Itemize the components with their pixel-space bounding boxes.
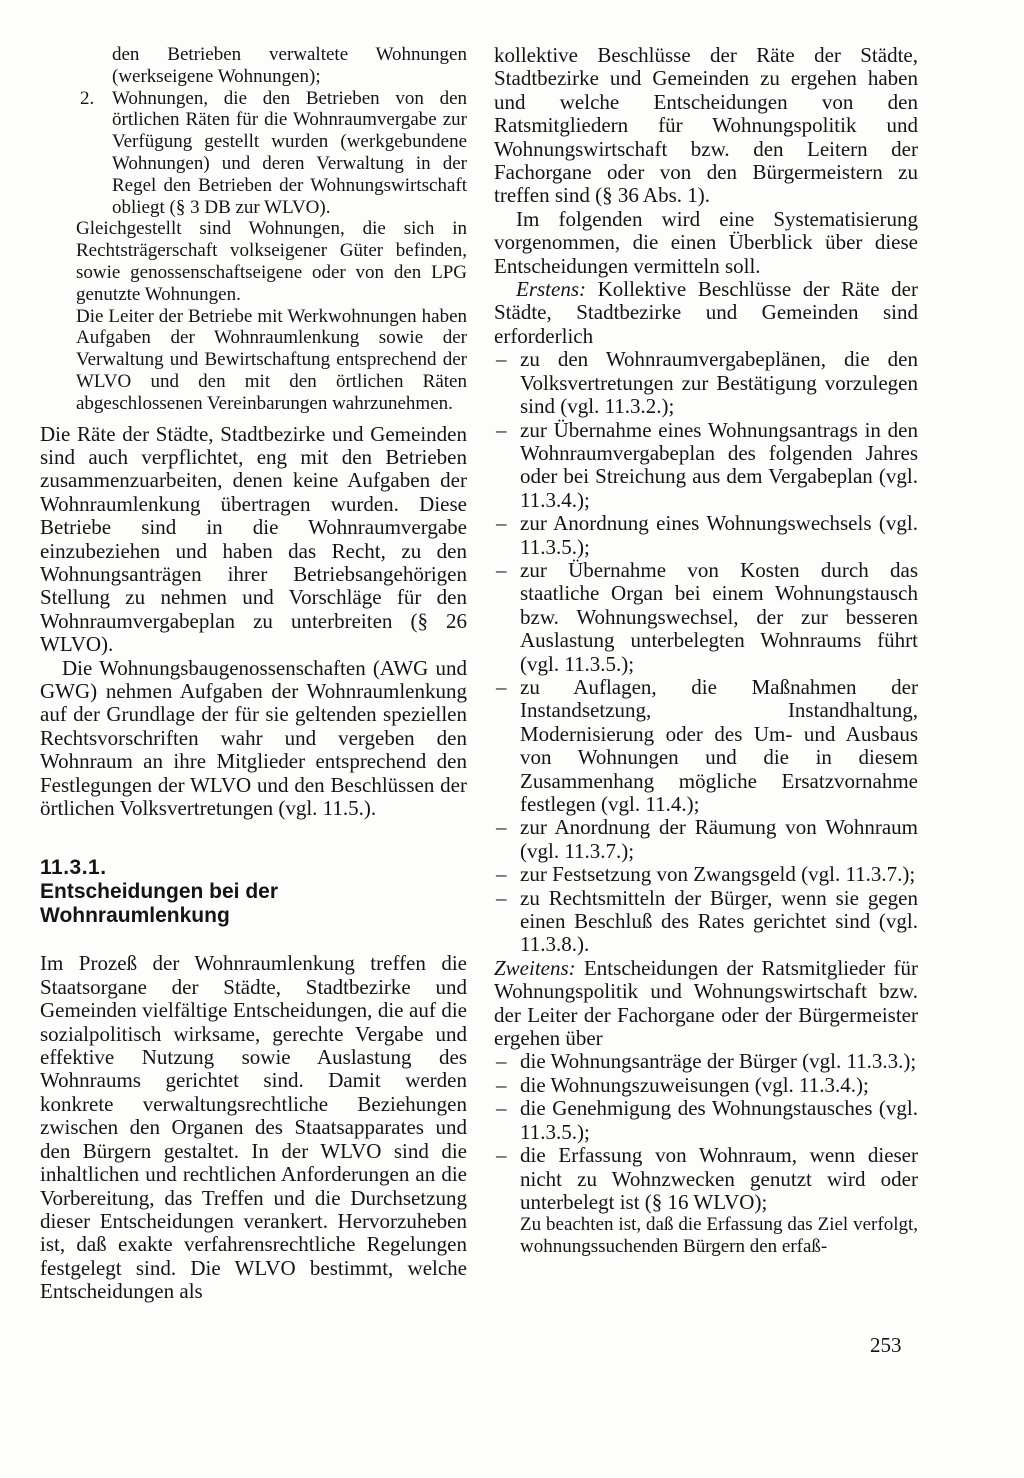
body-paragraph <box>494 278 918 348</box>
body-paragraph: Im Prozeß der Wohnraumlenkung treffen die Staatsorgane der Städte, Stadtbezirke und Gemeinden vielfältige Entscheidungen, die auf die sozialpolitisch wirksame, gerechte Vergabe und effektive Nutzung sowie Auslastung des Wohnraums gerichtet sind. Damit werden konkrete verwaltungsrechtliche Beziehungen zwischen den Organen des Staatsapparates und den Bürgern gestaltet. In der WLVO sind die inhaltlichen und rechtlichen Anforderungen an die Vorbereitung, das Treffen und die Durchsetzung dieser Entscheidungen verankert. Hervorzuheben ist, daß exakte verfahrensrechtliche Regelungen festgelegt sind. Die WLVO bestimmt, welche Entscheidungen als <box>40 951 467 1304</box>
list-item <box>494 1074 918 1097</box>
list-item <box>494 676 918 816</box>
list-marker: – <box>496 862 507 887</box>
list-item <box>494 1050 918 1073</box>
list-marker: – <box>496 885 507 910</box>
list-item-text: die Erfassung von Wohnraum, wenn dieser nicht zu Wohnzwecken genutzt wird oder unterbelegt ist (§ 16 WLVO); <box>520 1143 918 1214</box>
list-item <box>40 88 467 219</box>
list-marker: – <box>496 557 507 582</box>
list-item-text: den Betrieben verwaltete Wohnungen (werkseigene Wohnungen); <box>112 44 467 87</box>
list-item <box>494 559 918 676</box>
list-marker: – <box>496 1072 507 1097</box>
list-item <box>494 887 918 957</box>
note-paragraph: Die Leiter der Betriebe mit Werkwohnungen haben Aufgaben der Wohnraumlenkung sowie der Verwaltung und Bewirtschaftung entsprechend der WLVO und den mit den örtlichen Räten abgeschlossenen Vereinbarungen wahrzunehmen. <box>76 305 467 414</box>
dash-list <box>494 1050 918 1214</box>
enumeration-label: Erstens: <box>516 277 586 302</box>
enumeration-text: Entscheidungen der Ratsmitglieder für Wohnungspolitik und Wohnungswirtschaft bzw. der Leiter der Fachorgane oder der Bürgermeister ergehen über <box>494 955 918 1051</box>
page-number: 253 <box>870 1333 902 1357</box>
list-item-text: zur Übernahme von Kosten durch das staatliche Organ bei einem Wohnungstausch bzw. Wohnungswechsel, der zur besseren Auslastung unterbelegten Wohnraums führt (vgl. 11.3.5.); <box>520 557 918 676</box>
body-paragraph: kollektive Beschlüsse der Räte der Städte, Stadtbezirke und Gemeinden zu ergehen haben und welche Entscheidungen von den Ratsmitgliedern für Wohnungspolitik und Wohnungswirtschaft bzw. den Leitern der Fachorgane oder von den Bürgermeistern zu treffen sind (§ 36 Abs. 1). <box>494 43 918 208</box>
list-marker: – <box>496 511 507 536</box>
section-number: 11.3.1. <box>40 856 107 880</box>
note-paragraph: Gleichgestellt sind Wohnungen, die sich in Rechtsträgerschaft volkseigener Güter befinden, sowie genossenschaftseigene oder von den LPG genutzte Wohnungen. <box>76 218 467 305</box>
body-paragraph <box>494 957 918 1051</box>
list-marker: – <box>496 347 507 372</box>
list-item-text: die Genehmigung des Wohnungstausches (vgl. 11.3.5.); <box>520 1096 918 1144</box>
note-block <box>494 1214 918 1258</box>
list-item-text: die Wohnungsanträge der Bürger (vgl. 11.3.3.); <box>520 1049 917 1074</box>
list-item <box>494 348 918 418</box>
list-marker: – <box>496 815 507 840</box>
list-item <box>494 1097 918 1144</box>
list-marker: – <box>496 1049 507 1074</box>
left-column <box>40 44 467 1304</box>
section-title: Entscheidungen bei der Wohnraumlenkung <box>40 880 279 928</box>
list-item-text: zu den Wohnraumvergabeplänen, die den Volksvertretungen zur Bestätigung vorzulegen sind (vgl. 11.3.2.); <box>520 347 918 419</box>
body-paragraph: Im folgenden wird eine Systematisierung vorgenommen, die einen Überblick über diese Entscheidungen vermitteln soll. <box>494 206 918 278</box>
list-item <box>494 512 918 559</box>
list-item-text: zur Anordnung der Räumung von Wohnraum (vgl. 11.3.7.); <box>520 815 918 863</box>
enumeration-text: Kollektive Beschlüsse der Räte der Städte, Stadtbezirke und Gemeinden sind erforderlich <box>494 277 918 348</box>
list-item <box>494 816 918 863</box>
body-paragraph: Die Wohnungsbaugenossenschaften (AWG und GWG) nehmen Aufgaben der Wohnraumlenkung auf der Grundlage der für sie geltenden speziellen Rechtsvorschriften wahr und vergeben den Wohnraum an ihre Mitglieder entsprechend den Festlegungen der WLVO und den Beschlüssen der örtlichen Volksvertretungen (vgl. 11.5.). <box>40 655 467 821</box>
dash-list <box>494 348 918 957</box>
list-marker: – <box>496 674 507 699</box>
body-paragraph: Die Räte der Städte, Stadtbezirke und Gemeinden sind auch verpflichtet, eng mit den Betrieben zusammenzuarbeiten, denen keine Aufgaben der Wohnraumlenkung übertragen wurden. Diese Betriebe sind in die Wohnraumvergabe einzubeziehen und haben das Recht, zu den Wohnungsanträgen ihrer Betriebsangehörigen Stellung zu nehmen und Vorschläge für den Wohnraumvergabeplan zu unterbreiten (§ 26 WLVO). <box>40 421 467 657</box>
list-item-text: die Wohnungszuweisungen (vgl. 11.3.4.); <box>520 1072 869 1097</box>
list-item-text: zu Auflagen, die Maßnahmen der Instandsetzung, Instandhaltung, Modernisierung oder des Um- und Ausbaus von Wohnungen und die in diesem Zusammenhang mögliche Ersatzvornahme festlegen (vgl. 11.4.); <box>520 674 918 816</box>
list-item-text: zur Übernahme eines Wohnungsantrags in den Wohnraumvergabeplan des folgenden Jahres oder bei Streichung aus dem Vergabeplan (vgl. 11.3.4.); <box>520 417 918 512</box>
list-marker: – <box>496 1143 507 1168</box>
list-marker: – <box>496 417 507 442</box>
list-item <box>494 419 918 513</box>
note-block <box>40 218 467 414</box>
list-marker: – <box>496 1096 507 1121</box>
list-item-text: Wohnungen, die den Betrieben von den örtlichen Räten für die Wohnraumvergabe zur Verfügung gestellt wurden (werkgebundene Wohnungen) und deren Verwaltung in der Regel den Betrieben der Wohnungswirtschaft obliegt (§ 3 DB zur WLVO). <box>112 87 467 218</box>
list-item <box>40 44 467 88</box>
right-column <box>494 44 918 1258</box>
numbered-list <box>40 44 467 218</box>
enumeration-label: Zweitens: <box>494 955 576 980</box>
list-item <box>494 1144 918 1214</box>
list-marker: 2. <box>80 87 95 109</box>
note-paragraph: Zu beachten ist, daß die Erfassung das Ziel verfolgt, wohnungssuchenden Bürgern den erfaß- <box>520 1214 918 1258</box>
list-item <box>494 863 918 886</box>
list-item-text: zur Anordnung eines Wohnungswechsels (vgl. 11.3.5.); <box>520 511 918 559</box>
list-item-text: zur Festsetzung von Zwangsgeld (vgl. 11.3.7.); <box>520 862 916 887</box>
list-item-text: zu Rechtsmitteln der Bürger, wenn sie gegen einen Beschluß des Rates gerichtet sind (vgl. 11.3.8.). <box>520 885 918 957</box>
